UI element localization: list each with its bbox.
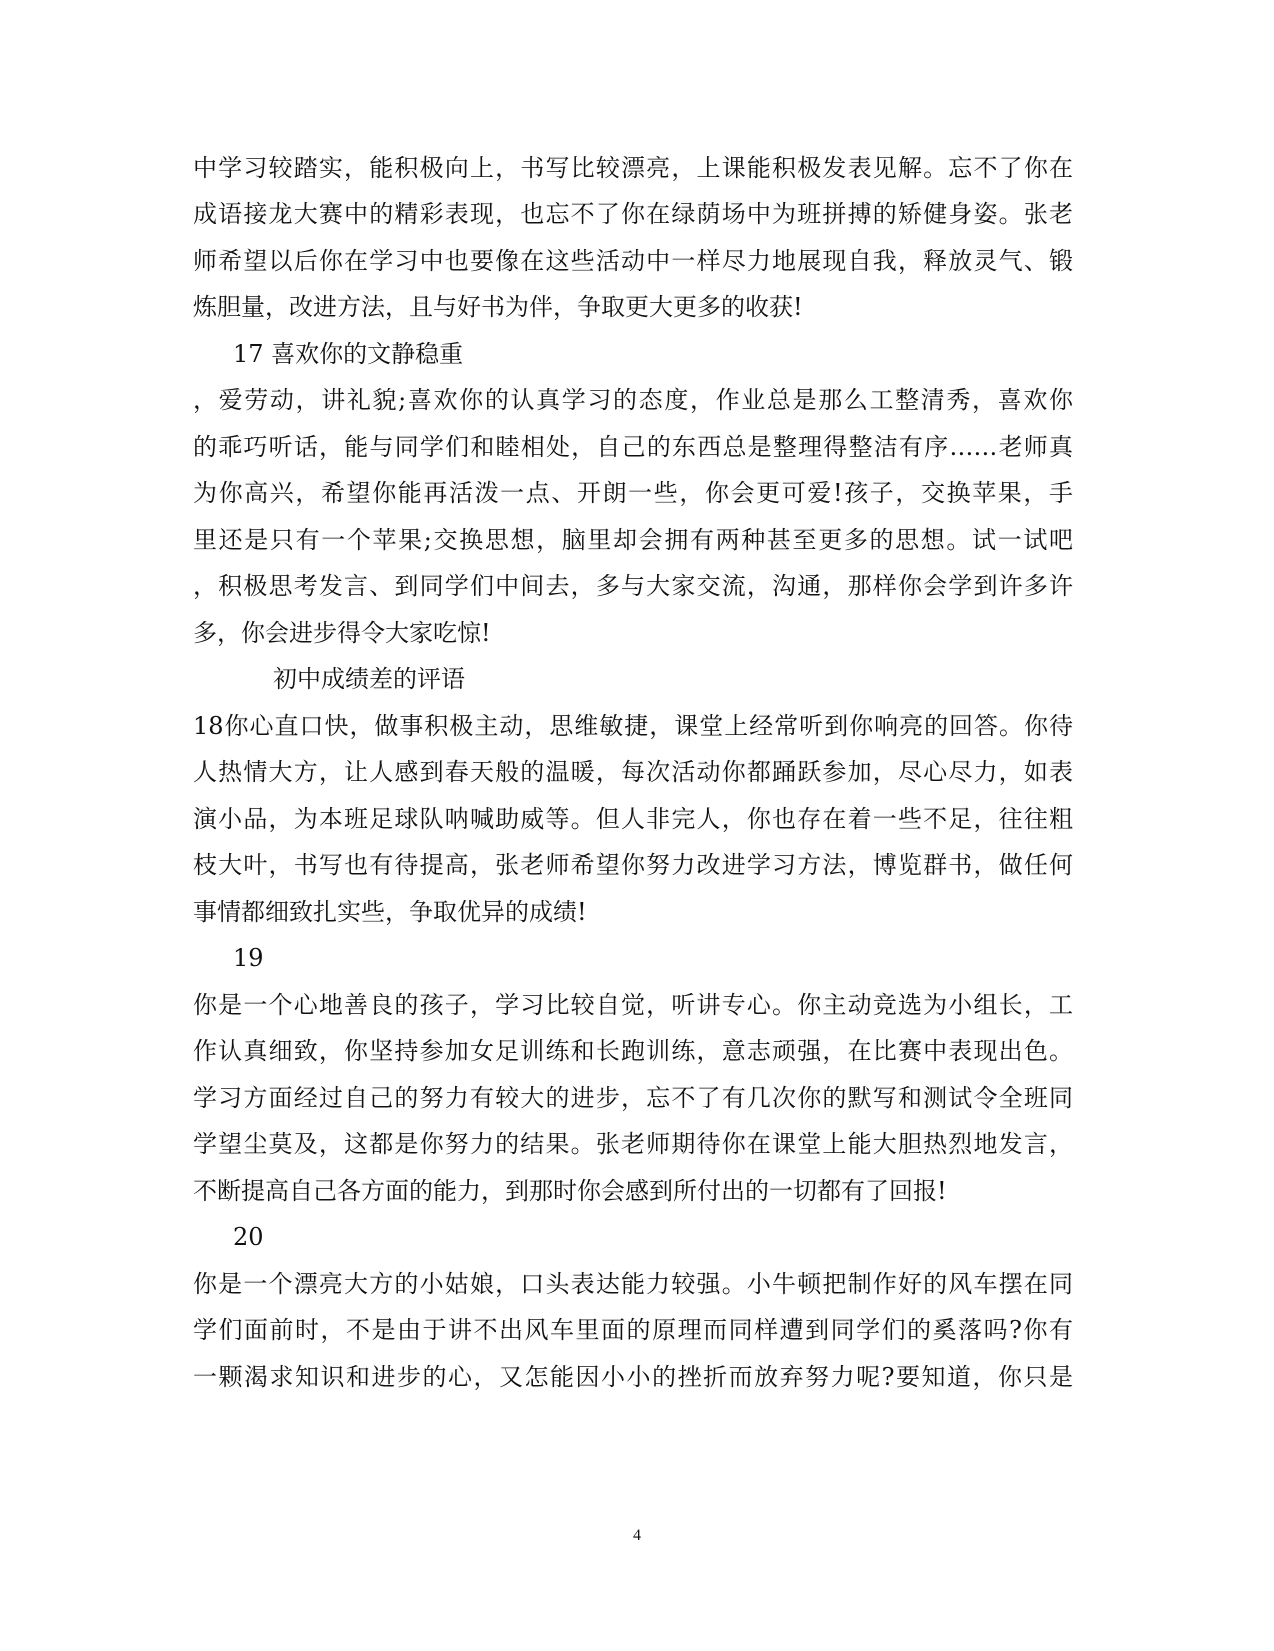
text-line: ，积极思考发言、到同学们中间去，多与大家交流，沟通，那样你会学到许多许 — [193, 572, 1073, 600]
text-line: 一颗渴求知识和进步的心，又怎能因小小的挫折而放弃努力呢?要知道，你只是 — [193, 1363, 1073, 1391]
comment-number-20: 20 — [233, 1223, 264, 1251]
text-line: 枝大叶，书写也有待提高，张老师希望你努力改进学习方法，博览群书，做任何 — [193, 851, 1073, 879]
text-line: ，爱劳动，讲礼貌;喜欢你的认真学习的态度，作业总是那么工整清秀，喜欢你 — [193, 386, 1073, 414]
text-line: 学们面前时，不是由于讲不出风车里面的原理而同样遭到同学们的奚落吗?你有 — [193, 1316, 1073, 1344]
comment-number-19: 19 — [233, 944, 264, 972]
text-line: 为你高兴，希望你能再活泼一点、开朗一些，你会更可爱!孩子，交换苹果，手 — [193, 479, 1073, 507]
text-line: 师希望以后你在学习中也要像在这些活动中一样尽力地展现自我，释放灵气、锻 — [193, 247, 1073, 275]
text-line: 作认真细致，你坚持参加女足训练和长跑训练，意志顽强，在比赛中表现出色。 — [193, 1037, 1073, 1065]
text-line: 事情都细致扎实些，争取优异的成绩! — [193, 898, 587, 926]
text-line: 炼胆量，改进方法，且与好书为伴，争取更大更多的收获! — [193, 293, 803, 321]
text-line: 的乖巧听话，能与同学们和睦相处，自己的东西总是整理得整洁有序……老师真 — [193, 433, 1073, 461]
comment-heading-17: 17 喜欢你的文静稳重 — [233, 340, 464, 368]
page-number: 4 — [633, 1527, 641, 1544]
text-line: 学望尘莫及，这都是你努力的结果。张老师期待你在课堂上能大胆热烈地发言， — [193, 1130, 1073, 1158]
text-line: 里还是只有一个苹果;交换思想，脑里却会拥有两种甚至更多的思想。试一试吧 — [193, 526, 1073, 554]
section-heading: 初中成绩差的评语 — [273, 665, 465, 693]
text-line: 18你心直口快，做事积极主动，思维敏捷，课堂上经常听到你响亮的回答。你待 — [193, 712, 1073, 740]
text-line: 演小品，为本班足球队呐喊助威等。但人非完人，你也存在着一些不足，往往粗 — [193, 805, 1073, 833]
text-line: 学习方面经过自己的努力有较大的进步，忘不了有几次你的默写和测试令全班同 — [193, 1084, 1073, 1112]
text-line: 你是一个心地善良的孩子，学习比较自觉，听讲专心。你主动竞选为小组长，工 — [193, 991, 1073, 1019]
text-line: 你是一个漂亮大方的小姑娘，口头表达能力较强。小牛顿把制作好的风车摆在同 — [193, 1270, 1073, 1298]
text-line: 人热情大方，让人感到春天般的温暖，每次活动你都踊跃参加，尽心尽力，如表 — [193, 758, 1073, 786]
text-line: 成语接龙大赛中的精彩表现，也忘不了你在绿荫场中为班拼搏的矫健身姿。张老 — [193, 200, 1073, 228]
text-line: 不断提高自己各方面的能力，到那时你会感到所付出的一切都有了回报! — [193, 1177, 947, 1205]
text-line: 多，你会进步得令大家吃惊! — [193, 619, 491, 647]
text-line: 中学习较踏实，能积极向上，书写比较漂亮，上课能积极发表见解。忘不了你在 — [193, 154, 1073, 182]
